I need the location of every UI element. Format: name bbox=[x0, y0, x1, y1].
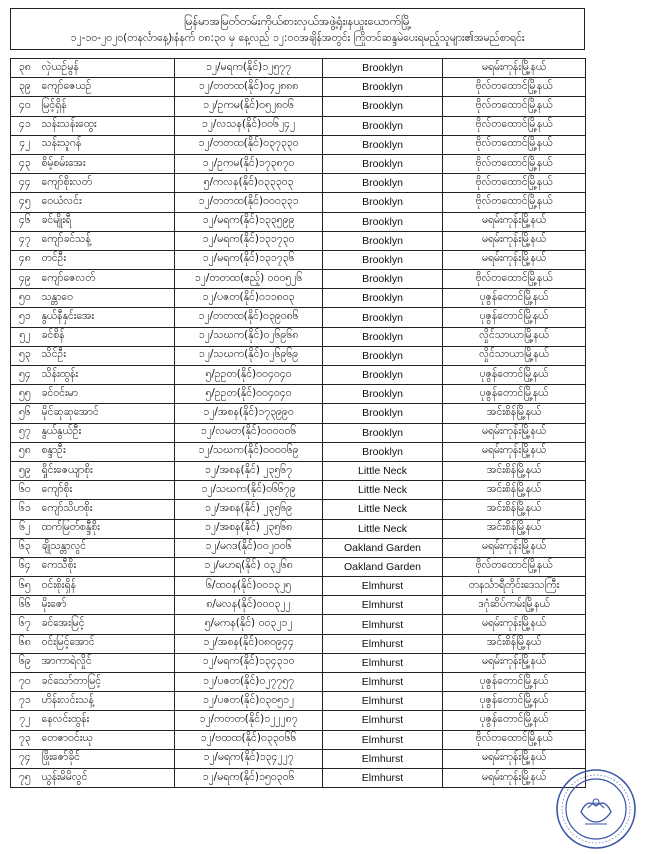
voter-name: မြင့်ရှိန် bbox=[39, 97, 175, 116]
township-name: ဗိုလ်တထောင်မြို့နယ် bbox=[443, 730, 586, 749]
nrc-number: ၁၂/အစန(နိုင်) ၂၃၅၆၈ bbox=[175, 519, 323, 538]
nrc-number: ၆/ထဝန(နိုင်)၀၀၁၃၂၅ bbox=[175, 577, 323, 596]
table-row bbox=[11, 653, 586, 672]
township-name: ဗိုလ်တထောင်မြို့နယ် bbox=[443, 193, 586, 212]
voter-name: သိင်ဦး bbox=[39, 346, 175, 365]
voter-name: ဟိန်းလင်းသန့် bbox=[39, 692, 175, 711]
nrc-number: ၁၂/တတထ(နိုင်)၀၄၂၈၈၈ bbox=[175, 78, 323, 97]
voter-name: ဝင်းစိုးရှိန် bbox=[39, 577, 175, 596]
city-name: Brooklyn bbox=[323, 308, 443, 327]
nrc-number: ၁၂/မရက(နိုင်)၁၅၀၃၀၆ bbox=[175, 768, 323, 787]
township-name: အင်းစိန်မြို့နယ် bbox=[443, 404, 586, 423]
voter-table-body bbox=[11, 59, 586, 788]
document-subtitle: ၁၂-၁၀-၂၀၂၀(တနင်္လာနေ့)၊နံနက် ၀၈:၃၀ မှ နေ့လည် ၁၂:၀၀အချိန်အတွင်း ကြိုတင်ဆန္ဒမဲပေးရမည့်သူများ၏အမည်စာရင်း bbox=[70, 32, 525, 44]
nrc-number: ၁၂/ဥကမ(နိုင်)၀၅၂၈၀၆ bbox=[175, 97, 323, 116]
nrc-number: ၁၂/ကတတ(နိုင်)၁၂၂၂၈၇ bbox=[175, 711, 323, 730]
row-number: ၅၄ bbox=[11, 366, 39, 385]
township-name: မရမ်းကုန်းမြို့နယ် bbox=[443, 250, 586, 269]
township-name: ဒဂုံဆိပ်ကမ်းမြို့နယ် bbox=[443, 596, 586, 615]
table-row bbox=[11, 97, 586, 116]
township-name: မရမ်းကုန်းမြို့နယ် bbox=[443, 59, 586, 78]
nrc-number: ၁၂/မရက(နိုင်)၁၃၁၇၃၀ bbox=[175, 231, 323, 250]
nrc-number: ၁၂/တတထ(နိုင်)၀၀၀၃၃၁ bbox=[175, 193, 323, 212]
nrc-number: ၁၂/အစန(နိုင်) ၂၃၅၆၉ bbox=[175, 500, 323, 519]
city-name: Elmhurst bbox=[323, 768, 443, 787]
city-name: Brooklyn bbox=[323, 289, 443, 308]
voter-name: ကေသီစိုး bbox=[39, 557, 175, 576]
city-name: Brooklyn bbox=[323, 78, 443, 97]
row-number: ၇၄ bbox=[11, 749, 39, 768]
voter-name: တင်ဦး bbox=[39, 250, 175, 269]
city-name: Brooklyn bbox=[323, 423, 443, 442]
table-row bbox=[11, 116, 586, 135]
row-number: ၆၁ bbox=[11, 500, 39, 519]
table-row bbox=[11, 481, 586, 500]
city-name: Brooklyn bbox=[323, 135, 443, 154]
nrc-number: ၁၂/မရက(နိုင်)၁၃၄၂၂၇ bbox=[175, 749, 323, 768]
table-row bbox=[11, 461, 586, 480]
city-name: Elmhurst bbox=[323, 653, 443, 672]
township-name: မရမ်းကုန်းမြို့နယ် bbox=[443, 423, 586, 442]
voter-name: မိုးဇော် bbox=[39, 596, 175, 615]
voter-name: အာကာရဲလှိုင် bbox=[39, 653, 175, 672]
nrc-number: ၁၂/မရက(နိုင်)၁၂၅၇၇ bbox=[175, 59, 323, 78]
nrc-number: ၁၂/ဗထထ(နိုင်)၀၃၃၀၆၆ bbox=[175, 730, 323, 749]
township-name: ဗိုလ်တထောင်မြို့နယ် bbox=[443, 97, 586, 116]
city-name: Elmhurst bbox=[323, 749, 443, 768]
voter-name: ကျော်ခင်သန့် bbox=[39, 231, 175, 250]
township-name: ပုဇွန်တောင်မြို့နယ် bbox=[443, 711, 586, 730]
row-number: ၅၅ bbox=[11, 385, 39, 404]
township-name: မရမ်းကုန်းမြို့နယ် bbox=[443, 768, 586, 787]
township-name: ပုဇွန်တောင်မြို့နယ် bbox=[443, 692, 586, 711]
nrc-number: ၁၂/အစန(နိုင်)၁၇၃၉၉၀ bbox=[175, 404, 323, 423]
voter-name: ထက်မြတ်စန္ဒီစိုး bbox=[39, 519, 175, 538]
table-row bbox=[11, 673, 586, 692]
table-row bbox=[11, 711, 586, 730]
row-number: ၅၆ bbox=[11, 404, 39, 423]
township-name: မရမ်းကုန်းမြို့နယ် bbox=[443, 212, 586, 231]
row-number: ၆၂ bbox=[11, 519, 39, 538]
township-name: ပုဇွန်တောင်မြို့နယ် bbox=[443, 385, 586, 404]
document-title-box bbox=[10, 8, 585, 50]
city-name: Little Neck bbox=[323, 461, 443, 480]
nrc-number: ၅/ကလန(နိုင်)၀၃၃၃၀၃ bbox=[175, 174, 323, 193]
city-name: Brooklyn bbox=[323, 212, 443, 231]
township-name: ဗိုလ်တထောင်မြို့နယ် bbox=[443, 174, 586, 193]
township-name: ဗိုလ်တထောင်မြို့နယ် bbox=[443, 270, 586, 289]
row-number: ၇၃ bbox=[11, 730, 39, 749]
township-name: လှိုင်သာယာမြို့နယ် bbox=[443, 327, 586, 346]
voter-name: မိုင်ဆုဆုအောင် bbox=[39, 404, 175, 423]
voter-name: လှဲယဉ်မွန် bbox=[39, 59, 175, 78]
table-row bbox=[11, 78, 586, 97]
nrc-number: ၅/မကန(နိုင်) ၀၀၃၂၁၂ bbox=[175, 615, 323, 634]
embassy-seal-icon bbox=[555, 768, 637, 850]
city-name: Brooklyn bbox=[323, 231, 443, 250]
table-row bbox=[11, 692, 586, 711]
nrc-number: ၁၂/တတထ(ဧည့်) ၀၀၀၅၂၆ bbox=[175, 270, 323, 289]
township-name: ဗိုလ်တထောင်မြို့နယ် bbox=[443, 116, 586, 135]
nrc-number: ၁၂/မဟရ(နိုင်) ၀၃၂၆၈ bbox=[175, 557, 323, 576]
city-name: Elmhurst bbox=[323, 615, 443, 634]
township-name: ပုဇွန်တောင်မြို့နယ် bbox=[443, 289, 586, 308]
nrc-number: ၁၂/တတထ(နိုင်)၀၃၉၀၈၆ bbox=[175, 308, 323, 327]
city-name: Elmhurst bbox=[323, 730, 443, 749]
table-row bbox=[11, 557, 586, 576]
row-number: ၆၇ bbox=[11, 615, 39, 634]
row-number: ၆၈ bbox=[11, 634, 39, 653]
table-row bbox=[11, 634, 586, 653]
voter-name: သန္တာဝေ bbox=[39, 289, 175, 308]
nrc-number: ၁၂/ဥကမ(နိုင်)၁၇၃၈၇၀ bbox=[175, 154, 323, 173]
city-name: Brooklyn bbox=[323, 442, 443, 461]
city-name: Brooklyn bbox=[323, 154, 443, 173]
city-name: Brooklyn bbox=[323, 346, 443, 365]
document-title: မြန်မာအမြတ်တမ်းကိုယ်စားလှယ်အဖွဲ့ရုံး၊နယူးယောက်မြို့ bbox=[183, 14, 412, 28]
table-row bbox=[11, 231, 586, 250]
table-row bbox=[11, 442, 586, 461]
city-name: Brooklyn bbox=[323, 270, 443, 289]
nrc-number: ၁၂/သဃက(နိုင်)၀၆၆၇၉ bbox=[175, 481, 323, 500]
city-name: Little Neck bbox=[323, 519, 443, 538]
row-number: ၄၇ bbox=[11, 231, 39, 250]
voter-name: ကျော်စိုး bbox=[39, 481, 175, 500]
table-row bbox=[11, 615, 586, 634]
township-name: ဗိုလ်တထောင်မြို့နယ် bbox=[443, 78, 586, 97]
nrc-number: ၁၂/ပဇတ(နိုင်)၀၃၀၅၁၂ bbox=[175, 692, 323, 711]
township-name: အင်းစိန်မြို့နယ် bbox=[443, 634, 586, 653]
township-name: အင်းစိန်မြို့နယ် bbox=[443, 500, 586, 519]
voter-name: ကျော်စိုးလတ် bbox=[39, 174, 175, 193]
row-number: ၆၆ bbox=[11, 596, 39, 615]
row-number: ၃၈ bbox=[11, 59, 39, 78]
township-name: ပုဇွန်တောင်မြို့နယ် bbox=[443, 366, 586, 385]
voter-name: ခင်အေးမြင့် bbox=[39, 615, 175, 634]
table-row bbox=[11, 59, 586, 78]
table-row bbox=[11, 212, 586, 231]
city-name: Brooklyn bbox=[323, 327, 443, 346]
table-row bbox=[11, 154, 586, 173]
city-name: Brooklyn bbox=[323, 404, 443, 423]
table-row bbox=[11, 366, 586, 385]
nrc-number: ၁၂/သဃက(နိုင်)၀၀၀၀၆၉ bbox=[175, 442, 323, 461]
voter-name: ကျော်ဇေလတ် bbox=[39, 270, 175, 289]
township-name: ဗိုလ်တထောင်မြို့နယ် bbox=[443, 135, 586, 154]
table-row bbox=[11, 385, 586, 404]
table-row bbox=[11, 404, 586, 423]
city-name: Little Neck bbox=[323, 500, 443, 519]
nrc-number: ၁၂/ပဇတ(နိုင်)၀၁၁၈၀၃ bbox=[175, 289, 323, 308]
voter-name: ကျော်ဇေယဉ် bbox=[39, 78, 175, 97]
voter-table bbox=[10, 58, 586, 788]
row-number: ၃၉ bbox=[11, 78, 39, 97]
table-row bbox=[11, 135, 586, 154]
row-number: ၅၁ bbox=[11, 308, 39, 327]
township-name: အင်းစိန်မြို့နယ် bbox=[443, 481, 586, 500]
row-number: ၄၃ bbox=[11, 154, 39, 173]
row-number: ၆၀ bbox=[11, 481, 39, 500]
row-number: ၆၅ bbox=[11, 577, 39, 596]
row-number: ၅၈ bbox=[11, 442, 39, 461]
voter-name: ချိုသန္တာလွင် bbox=[39, 538, 175, 557]
table-row bbox=[11, 250, 586, 269]
voter-name: နေလင်းထွန်း bbox=[39, 711, 175, 730]
table-row bbox=[11, 577, 586, 596]
nrc-number: ၁၂/အစန(နိုင်) ၂၃၅၆၇ bbox=[175, 461, 323, 480]
table-row bbox=[11, 270, 586, 289]
township-name: မရမ်းကုန်းမြို့နယ် bbox=[443, 749, 586, 768]
voter-name: ဝင်းမြင့်အောင် bbox=[39, 634, 175, 653]
city-name: Brooklyn bbox=[323, 59, 443, 78]
row-number: ၄၁ bbox=[11, 116, 39, 135]
township-name: ဗိုလ်တထောင်မြို့နယ် bbox=[443, 557, 586, 576]
table-row bbox=[11, 193, 586, 212]
row-number: ၆၄ bbox=[11, 557, 39, 576]
row-number: ၄၈ bbox=[11, 250, 39, 269]
township-name: လှိုင်သာယာမြို့နယ် bbox=[443, 346, 586, 365]
nrc-number: ၈/မလန(နိုင်)၀၀၀၃၂၂ bbox=[175, 596, 323, 615]
nrc-number: ၁၂/မရက(နိုင်)၁၃၄၃၁၀ bbox=[175, 653, 323, 672]
table-row bbox=[11, 519, 586, 538]
voter-name: ဖြိုးဇော်ခိုင် bbox=[39, 749, 175, 768]
row-number: ၄၂ bbox=[11, 135, 39, 154]
township-name: တနင်္သာရီတိုင်းဒေသကြီး bbox=[443, 577, 586, 596]
row-number: ၄၄ bbox=[11, 174, 39, 193]
city-name: Elmhurst bbox=[323, 692, 443, 711]
row-number: ၇၅ bbox=[11, 768, 39, 787]
nrc-number: ၁၂/သဃက(နိုင်)၀၂၆၉၆၈ bbox=[175, 327, 323, 346]
nrc-number: ၁၂/မရက(နိုင်)၁၃၁၇၃၆ bbox=[175, 250, 323, 269]
nrc-number: ၁၂/အစန(နိုင်)၀၈၀၉၄၄ bbox=[175, 634, 323, 653]
township-name: အင်းစိန်မြို့နယ် bbox=[443, 519, 586, 538]
row-number: ၇၀ bbox=[11, 673, 39, 692]
township-name: မရမ်းကုန်းမြို့နယ် bbox=[443, 615, 586, 634]
voter-name: ခင်မျိုးရီ bbox=[39, 212, 175, 231]
city-name: Brooklyn bbox=[323, 116, 443, 135]
row-number: ၅၃ bbox=[11, 346, 39, 365]
voter-name: သန်းသန်းထွေး bbox=[39, 116, 175, 135]
nrc-number: ၁၂/မဂဒ(နိုင်)၀၀၂၀၀၆ bbox=[175, 538, 323, 557]
table-row bbox=[11, 423, 586, 442]
township-name: ဗိုလ်တထောင်မြို့နယ် bbox=[443, 154, 586, 173]
voter-name: စန္ဒာဦး bbox=[39, 442, 175, 461]
row-number: ၅၂ bbox=[11, 327, 39, 346]
row-number: ၄၉ bbox=[11, 270, 39, 289]
table-row bbox=[11, 327, 586, 346]
city-name: Elmhurst bbox=[323, 634, 443, 653]
voter-name: စိမ့်စမ်းအေး bbox=[39, 154, 175, 173]
township-name: မရမ်းကုန်းမြို့နယ် bbox=[443, 653, 586, 672]
voter-name: ဝေယံလင်း bbox=[39, 193, 175, 212]
voter-name: သန်းသူဂန် bbox=[39, 135, 175, 154]
row-number: ၇၂ bbox=[11, 711, 39, 730]
row-number: ၄၀ bbox=[11, 97, 39, 116]
township-name: မရမ်းကုန်းမြို့နယ် bbox=[443, 538, 586, 557]
township-name: ပုဇွန်တောင်မြို့နယ် bbox=[443, 308, 586, 327]
township-name: မရမ်းကုန်းမြို့နယ် bbox=[443, 231, 586, 250]
row-number: ၄၅ bbox=[11, 193, 39, 212]
township-name: ပုဇွန်တောင်မြို့နယ် bbox=[443, 673, 586, 692]
city-name: Brooklyn bbox=[323, 385, 443, 404]
table-row bbox=[11, 289, 586, 308]
voter-name: နွယ်နွယ်ဦး bbox=[39, 423, 175, 442]
city-name: Elmhurst bbox=[323, 673, 443, 692]
voter-name: နွယ်နီနှင်းအေး bbox=[39, 308, 175, 327]
row-number: ၅၀ bbox=[11, 289, 39, 308]
city-name: Brooklyn bbox=[323, 250, 443, 269]
city-name: Brooklyn bbox=[323, 193, 443, 212]
city-name: Brooklyn bbox=[323, 366, 443, 385]
table-row bbox=[11, 749, 586, 768]
nrc-number: ၁၂/သဃက(နိုင်)၀၂၆၉၆၉ bbox=[175, 346, 323, 365]
city-name: Elmhurst bbox=[323, 577, 443, 596]
township-name: မရမ်းကုန်းမြို့နယ် bbox=[443, 442, 586, 461]
table-row bbox=[11, 308, 586, 327]
table-row bbox=[11, 730, 586, 749]
voter-name: သိန်းထွန်း bbox=[39, 366, 175, 385]
nrc-number: ၅/ဥဥတ(နိုင်)၀၀၄၀၄၀ bbox=[175, 366, 323, 385]
nrc-number: ၁၂/လမတ(နိုင်)၀၀၀၀၀၆ bbox=[175, 423, 323, 442]
row-number: ၆၉ bbox=[11, 653, 39, 672]
city-name: Little Neck bbox=[323, 481, 443, 500]
voter-name: ရှိုင်းဇေယျာစိုး bbox=[39, 461, 175, 480]
table-row bbox=[11, 768, 586, 787]
township-name: အင်းစိန်မြို့နယ် bbox=[443, 461, 586, 480]
table-row bbox=[11, 500, 586, 519]
nrc-number: ၁၂/လသန(နိုင်)၀၀၆၂၄၂ bbox=[175, 116, 323, 135]
nrc-number: ၅/ဥဥတ(နိုင်)၀၀၄၀၄၀ bbox=[175, 385, 323, 404]
nrc-number: ၁၂/မရက(နိုင်)၁၃၃၅၉၉ bbox=[175, 212, 323, 231]
voter-name: ခင်ဝင်းမာ bbox=[39, 385, 175, 404]
city-name: Oakland Garden bbox=[323, 557, 443, 576]
voter-name: ယွန်းမိမိလွင် bbox=[39, 768, 175, 787]
nrc-number: ၁၂/တတထ(နိုင်)၀၃၇၃၃၀ bbox=[175, 135, 323, 154]
row-number: ၇၁ bbox=[11, 692, 39, 711]
city-name: Elmhurst bbox=[323, 596, 443, 615]
city-name: Oakland Garden bbox=[323, 538, 443, 557]
row-number: ၅၉ bbox=[11, 461, 39, 480]
table-row bbox=[11, 538, 586, 557]
voter-name: ကျော်သိဟစိုး bbox=[39, 500, 175, 519]
voter-name: ခင်သော်တာမြင့် bbox=[39, 673, 175, 692]
row-number: ၄၆ bbox=[11, 212, 39, 231]
voter-name: ခင်စိန် bbox=[39, 327, 175, 346]
nrc-number: ၁၂/ပဇတ(နိုင်)၀၂၇၇၅၇ bbox=[175, 673, 323, 692]
city-name: Elmhurst bbox=[323, 711, 443, 730]
table-row bbox=[11, 346, 586, 365]
city-name: Brooklyn bbox=[323, 97, 443, 116]
row-number: ၅၇ bbox=[11, 423, 39, 442]
table-row bbox=[11, 596, 586, 615]
voter-name: တေဇာဝင်းယု bbox=[39, 730, 175, 749]
row-number: ၆၃ bbox=[11, 538, 39, 557]
table-row bbox=[11, 174, 586, 193]
city-name: Brooklyn bbox=[323, 174, 443, 193]
